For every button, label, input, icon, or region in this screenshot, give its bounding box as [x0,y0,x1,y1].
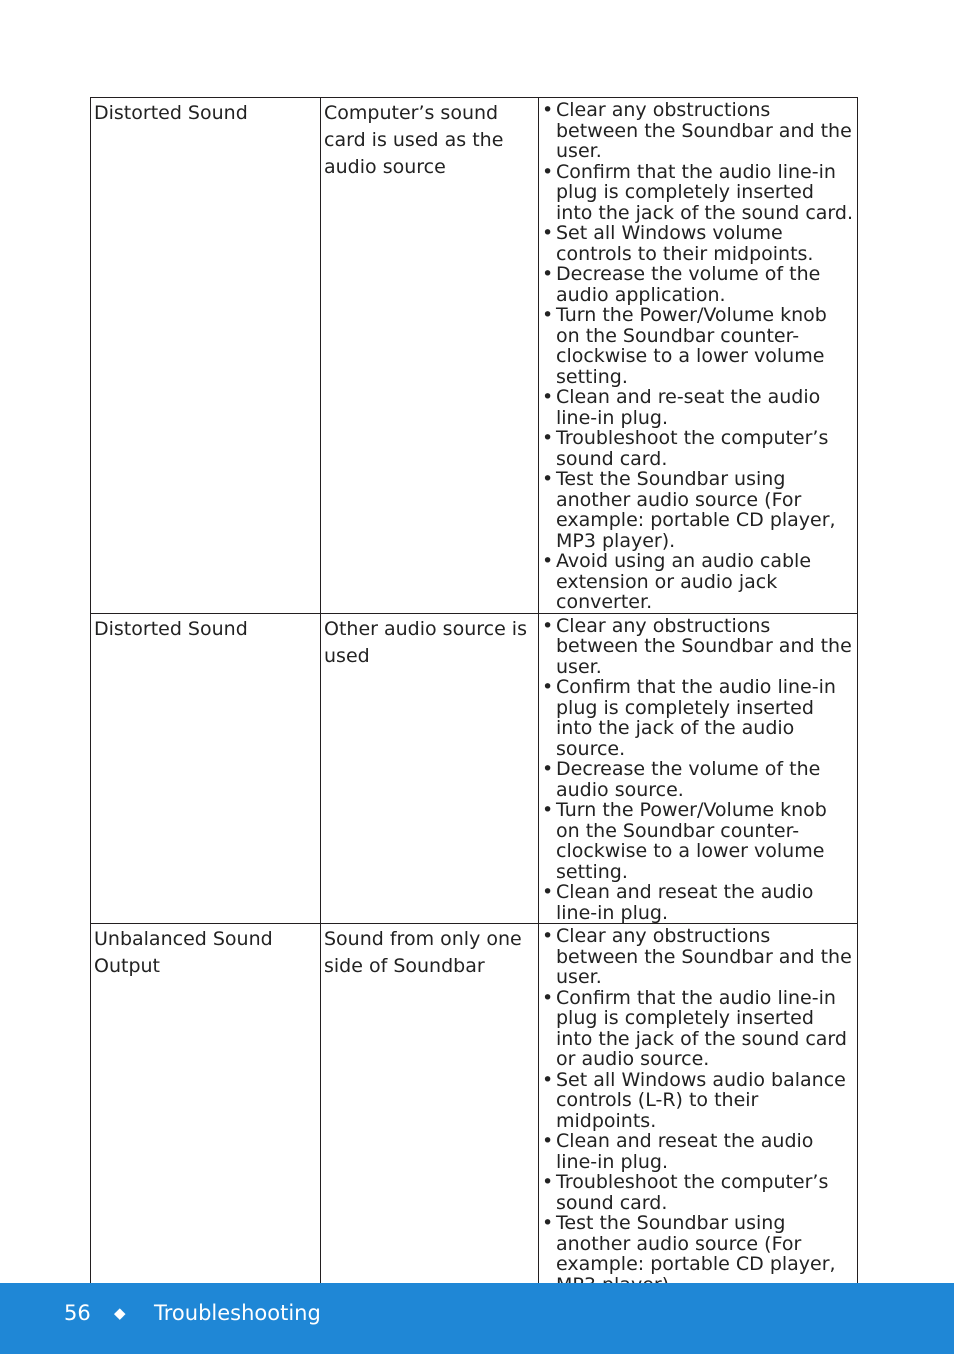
problem-cell: Distorted Sound [91,98,321,614]
problem-cell: Distorted Sound [91,613,321,924]
solution-item: • Avoid using an audio cable extension or audio jack converter. [542,551,854,613]
solution-item: • Troubleshoot the computer’s sound card. [542,1172,854,1213]
solutions-cell [539,98,858,614]
symptom-cell: Other audio source is used [321,613,539,924]
table-row [91,613,858,924]
solution-item: • Clean and re-seat the audio line-in plug. [542,387,854,428]
solution-item: • Decrease the volume of the audio application. [542,264,854,305]
solution-item: • Clean and reseat the audio line-in plug. [542,882,854,923]
symptom-cell: Sound from only one side of Soundbar [321,924,539,1296]
solution-item: • Troubleshoot the computer’s sound card. [542,428,854,469]
diamond-separator-icon: ◆ [114,1304,126,1322]
solution-item: • Test the Soundbar using another audio source (For example: portable CD player, [542,1213,854,1295]
solutions-list [542,926,854,1295]
solution-item: • Confirm that the audio line-in plug is completely inserted into the jack of the sound card or audio source. [542,988,854,1070]
solution-item: • Turn the Power/Volume knob on the Soundbar counter-clockwise to a lower volume setting. [542,305,854,387]
section-title: Troubleshooting [154,1301,321,1325]
solution-item: • Turn the Power/Volume knob on the Soundbar counter-clockwise to a lower volume setting. [542,800,854,882]
troubleshooting-table [90,97,858,1296]
solution-item: • Set all Windows volume controls to their midpoints. [542,223,854,264]
solution-item: • Set all Windows audio balance controls (L-R) to their midpoints. [542,1070,854,1132]
table-row [91,924,858,1296]
solution-item: • Clear any obstructions between the Soundbar and the user. [542,100,854,162]
page-footer [0,1283,954,1354]
solution-item: • Clear any obstructions between the Soundbar and the user. [542,926,854,988]
solution-item: • Clean and reseat the audio line-in plug. [542,1131,854,1172]
problem-cell: Unbalanced Sound Output [91,924,321,1296]
symptom-cell: Computer’s sound card is used as the audio source [321,98,539,614]
solution-item: • Confirm that the audio line-in plug is completely inserted into the jack of the audio source. [542,677,854,759]
solution-item: • Decrease the volume of the audio source. [542,759,854,800]
solutions-list [542,616,854,924]
solutions-cell [539,613,858,924]
solutions-list [542,100,854,613]
page-number: 56 [64,1301,91,1325]
solution-item: • Test the Soundbar using another audio source (For example: portable CD player, MP3 player). [542,469,854,551]
solution-item: • Confirm that the audio line-in plug is completely inserted into the jack of the sound card. [542,162,854,224]
solution-item: • Clear any obstructions between the Soundbar and the user. [542,616,854,678]
solutions-cell [539,924,858,1296]
table-row [91,98,858,614]
